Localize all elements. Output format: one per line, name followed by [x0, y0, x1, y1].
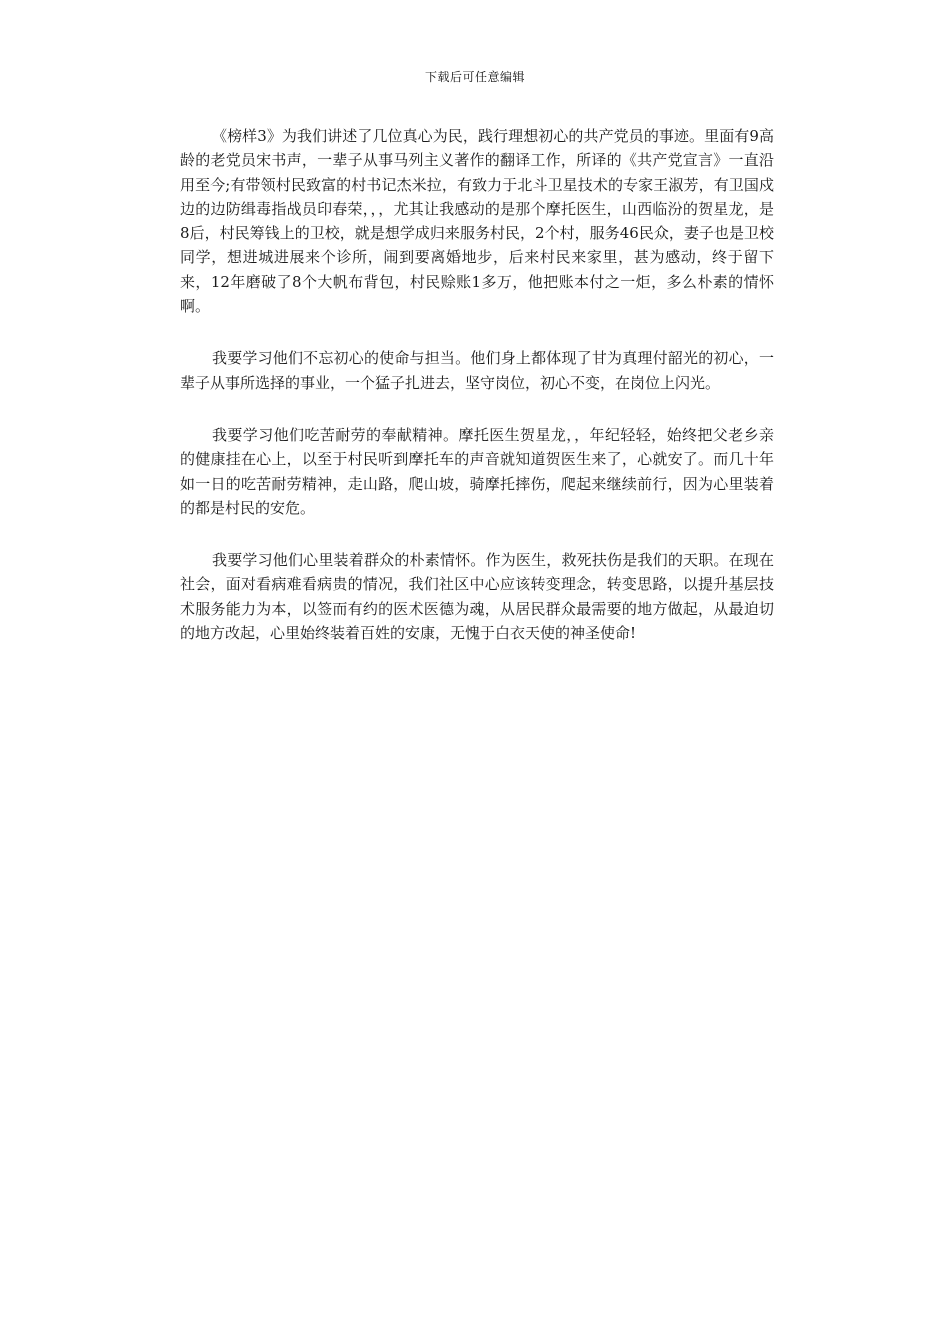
paragraph-intro: 《榜样3》为我们讲述了几位真心为民，践行理想初心的共产党员的事迹。里面有9高龄的老党员宋书声，一辈子从事马列主义著作的翻译工作，所译的《共产党宣言》一直沿用至今;有带领村民致富的村书记杰米拉，有致力于北斗卫星技术的专家王淑芳，有卫国戍边的边防缉毒指战员印春荣，，，尤其让我感动的是那个摩托医生，山西临汾的贺星龙，是8后，村民筹钱上的卫校，就是想学成归来服务村民，2个村，服务46民众，妻子也是卫校同学，想进城进展来个诊所，闹到要离婚地步，后来村民来家里，甚为感动，终于留下来，12年磨破了8个大帆布背包，村民赊账1多万，他把账本付之一炬，多么朴素的情怀啊。: [180, 127, 774, 316]
paragraph-sentiment: 我要学习他们心里装着群众的朴素情怀。作为医生，救死扶伤是我们的天职。在现在社会，面对看病难看病贵的情况，我们社区中心应该转变理念，转变思路，以提升基层技术服务能力为本，以签而有约的医术医德为魂，从居民群众最需要的地方做起，从最迫切的地方改起，心里始终装着百姓的安康，无愧于白衣天使的神圣使命!: [180, 551, 774, 643]
paragraph-mission: 我要学习他们不忘初心的使命与担当。他们身上都体现了甘为真理付韶光的初心，一辈子从事所选择的事业，一个猛子扎进去，坚守岗位，初心不变，在岗位上闪光。: [180, 349, 774, 392]
document-body: [180, 124, 774, 673]
page-header: 下载后可任意编辑: [424, 70, 525, 84]
paragraph-dedication: 我要学习他们吃苦耐劳的奉献精神。摩托医生贺星龙，，年纪轻轻，始终把父老乡亲的健康挂在心上，以至于村民听到摩托车的声音就知道贺医生来了，心就安了。而几十年如一日的吃苦耐劳精神，走山路，爬山坡，骑摩托摔伤，爬起来继续前行，因为心里装着的都是村民的安危。: [180, 425, 774, 517]
